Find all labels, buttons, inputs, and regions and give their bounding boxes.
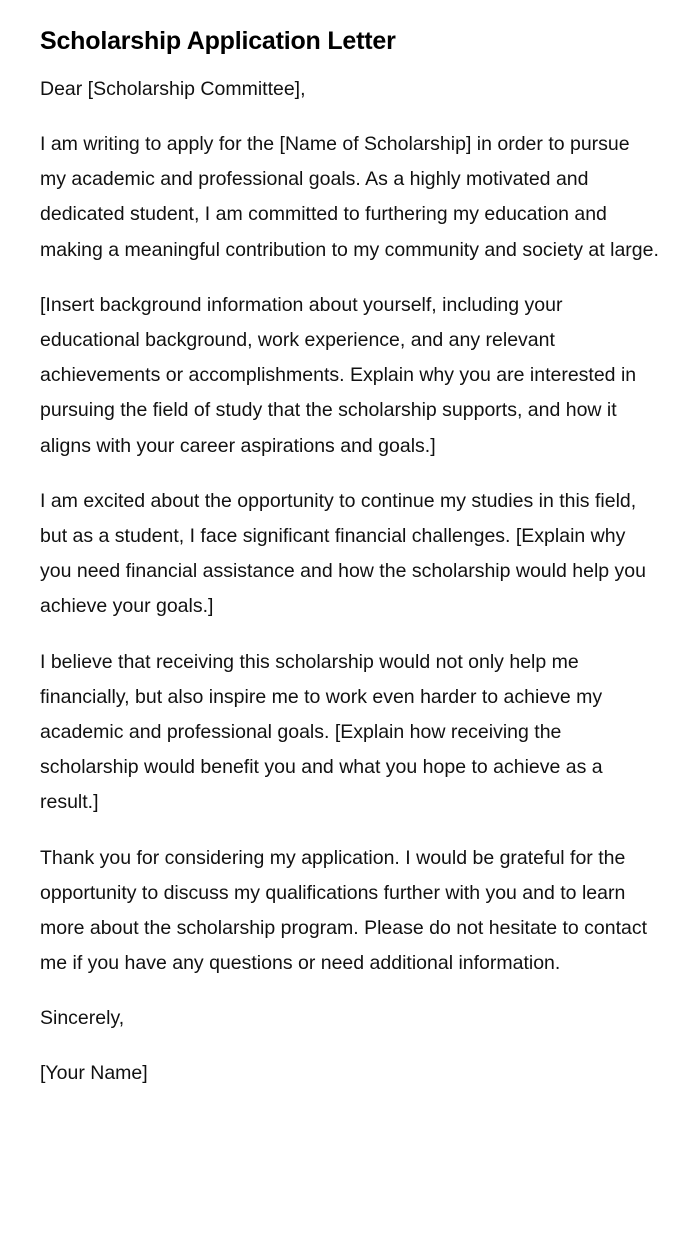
- body-paragraph-intro: I am writing to apply for the [Name of Scholarship] in order to pursue my academic and professional goals. As a highly motivated and dedicated student, I am committed to furthering my education and making a meaningful contribution to my community and society at large.: [40, 133, 659, 261]
- body-paragraph-thanks: Thank you for considering my application. I would be grateful for the opportunity to discuss my qualifications further with you and to learn more about the scholarship program. Please do not hesitate to contact me if you have any questions or need additional information.: [40, 846, 648, 975]
- closing: Sincerely,: [40, 1007, 125, 1030]
- body-paragraph-benefit: I believe that receiving this scholarship would not only help me financially, but also inspire me to work even harder to achieve my academic and professional goals. [Explain how receiving the scholarship would benefit you and what you hope to achieve as a result.]: [40, 650, 603, 814]
- body-paragraph-financial-need: I am excited about the opportunity to continue my studies in this field, but as a student, I face significant financial challenges. [Explain why you need financial assistance and how the scholarship would help you achieve your goals.]: [40, 489, 646, 618]
- body-paragraph-background: [Insert background information about yourself, including your educational background, work experience, and any relevant achievements or accomplishments. Explain why you are interested in pursuing the field of study that the scholarship supports, and how it aligns with your career aspirations and goals.]: [40, 293, 637, 457]
- letter-title: Scholarship Application Letter: [40, 27, 396, 55]
- salutation: Dear [Scholarship Committee],: [40, 78, 306, 100]
- signature: [Your Name]: [40, 1062, 148, 1085]
